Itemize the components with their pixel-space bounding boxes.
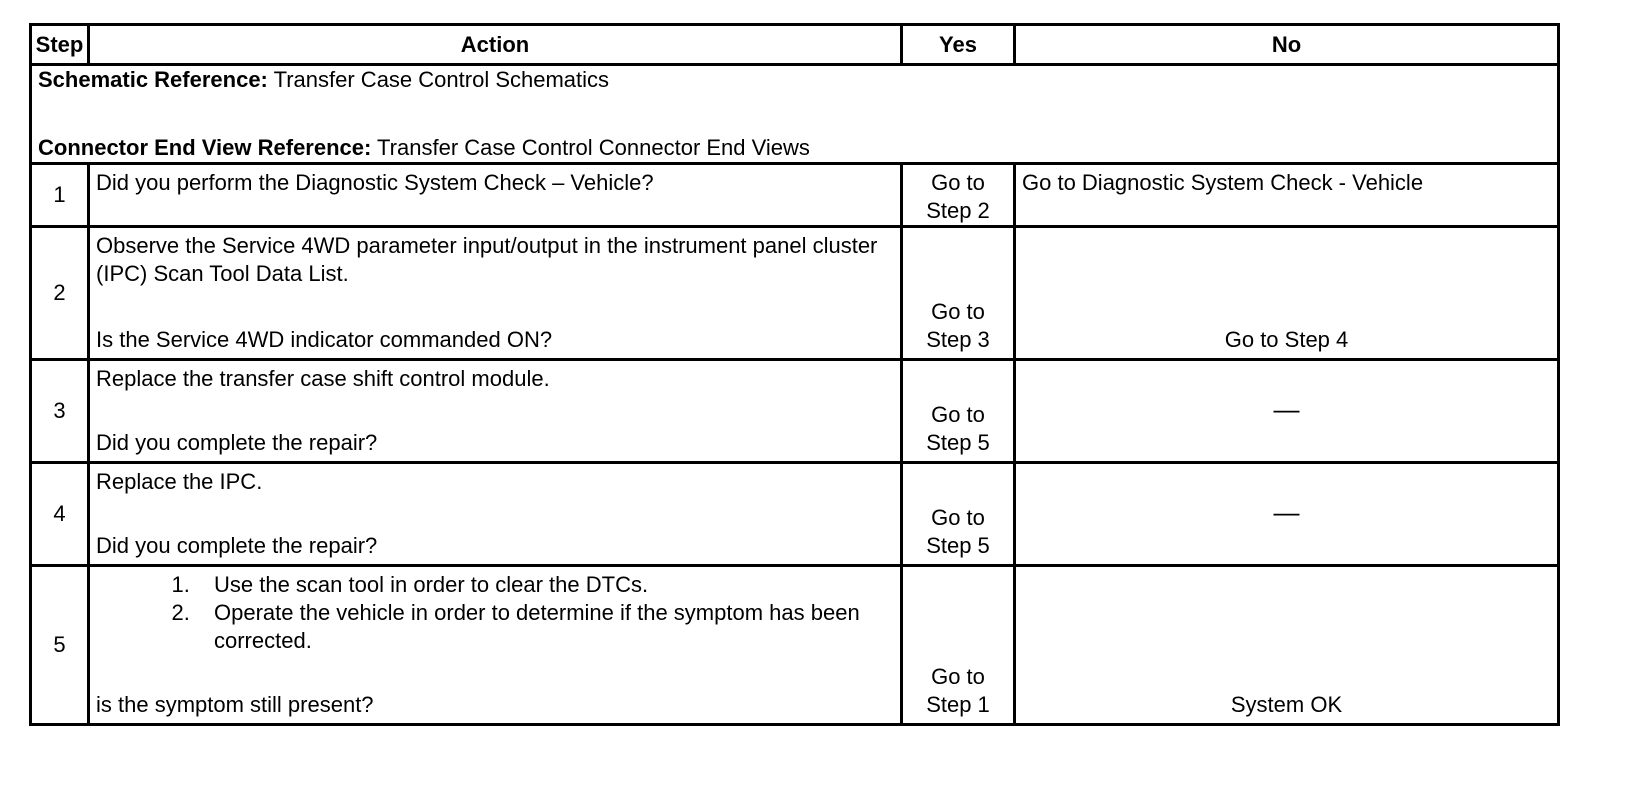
connector-reference (38, 134, 1551, 162)
table-row (31, 566, 1559, 725)
yes-line2: Step 5 (926, 430, 990, 455)
action-cell (89, 164, 902, 227)
yes-line2: Step 3 (926, 327, 990, 352)
header-yes: Yes (902, 25, 1015, 65)
yes-line2: Step 1 (926, 692, 990, 717)
no-cell: System OK (1015, 566, 1559, 725)
no-cell: Go to Diagnostic System Check - Vehicle (1015, 164, 1559, 227)
yes-cell (902, 566, 1015, 725)
schematic-reference (38, 66, 1551, 94)
yes-line1: Go to (931, 664, 985, 689)
action-cell (89, 463, 902, 566)
yes-line1: Go to (931, 170, 985, 195)
action-question: is the symptom still present? (96, 692, 374, 717)
yes-line1: Go to (931, 402, 985, 427)
header-no: No (1015, 25, 1559, 65)
action-question: Did you complete the repair? (96, 533, 378, 558)
action-cell (89, 360, 902, 463)
reference-row (31, 65, 1559, 164)
procedure-list (96, 571, 894, 655)
no-cell: — (1015, 360, 1559, 463)
step-number: 2 (31, 227, 89, 360)
yes-cell (902, 360, 1015, 463)
yes-line2: Step 5 (926, 533, 990, 558)
header-action: Action (89, 25, 902, 65)
connector-reference-label: Connector End View Reference: (38, 135, 372, 160)
table-row (31, 463, 1559, 566)
action-question: Did you complete the repair? (96, 430, 378, 455)
table-row (31, 360, 1559, 463)
diagnostic-table (29, 23, 1560, 726)
action-cell (89, 566, 902, 725)
step-number: 4 (31, 463, 89, 566)
step-number: 3 (31, 360, 89, 463)
action-question: Did you perform the Diagnostic System Check – Vehicle? (96, 170, 654, 195)
action-text: Replace the IPC. (96, 469, 263, 494)
list-item: 2. Operate the vehicle in order to determine if the symptom has been corrected. (196, 599, 894, 655)
step-number: 1 (31, 164, 89, 227)
action-text: Replace the transfer case shift control module. (96, 366, 550, 391)
header-step: Step (31, 25, 89, 65)
connector-reference-link: Transfer Case Control Connector End Views (371, 135, 810, 160)
no-cell: Go to Step 4 (1015, 227, 1559, 360)
action-text: Observe the Service 4WD parameter input/output in the instrument panel cluster (IPC) Scan Tool Data List. (96, 233, 878, 286)
no-cell: — (1015, 463, 1559, 566)
header-row (31, 25, 1559, 65)
yes-cell (902, 227, 1015, 360)
step-number: 5 (31, 566, 89, 725)
list-item: 1. Use the scan tool in order to clear the DTCs. (196, 571, 894, 599)
yes-line2: Step 2 (926, 198, 990, 223)
schematic-reference-link: Transfer Case Control Schematics (267, 67, 610, 92)
table-row (31, 164, 1559, 227)
yes-cell (902, 164, 1015, 227)
yes-cell (902, 463, 1015, 566)
yes-line1: Go to (931, 505, 985, 530)
schematic-reference-label: Schematic Reference: (38, 67, 268, 92)
reference-cell (31, 65, 1559, 164)
table-row (31, 227, 1559, 360)
action-question: Is the Service 4WD indicator commanded ON? (96, 327, 553, 352)
action-cell (89, 227, 902, 360)
yes-line1: Go to (931, 299, 985, 324)
